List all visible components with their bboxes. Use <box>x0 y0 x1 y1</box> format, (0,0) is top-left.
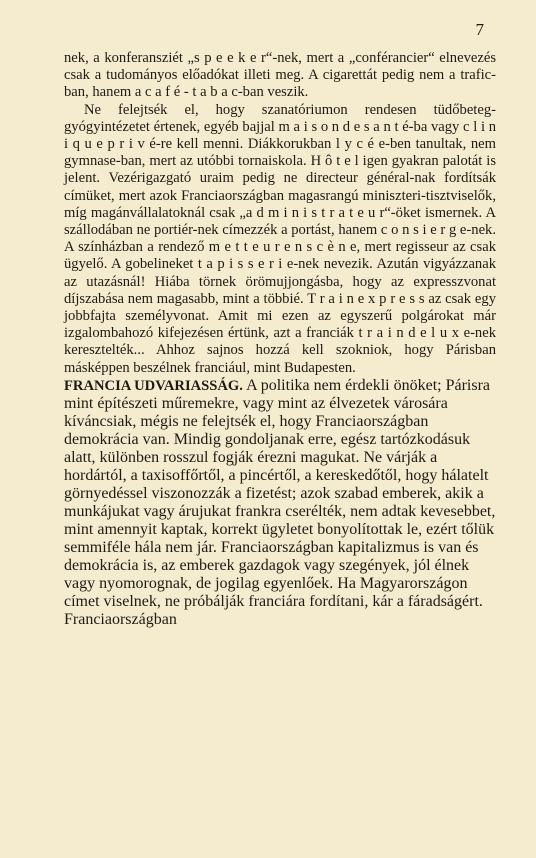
paragraph-2: Ne felejtsék el, hogy szanatóriumon rendesen tüdőbeteg-gyógyintézetet értenek, egyéb bajjal m a i s o n d e s a n t é-ba vagy c l i n i q u e p r i v é-re kell menni. Diákkorukban l y c é e-ben tanultak, nem gymnase-ban, mert az utóbbi tornaiskola. H ô t e l igen gyakran palotát is jelent. Vezérigazgató uraim pedig ne directeur général-nak fordítsák címüket, mert azok Franciaországban magasrangú miniszteri-tisztviselők, míg magánvállalatoknál csak „a d m i n i s t r a t e u r“-öket ismernek. A szállodában ne portiér-nek címezzék a portást, hanem c o n s i e r g e-nek. A színházban a rendező m e t t e u r e n s c è n e, mert regisseur az csak ügyelő. A gobelineket t a p i s s e r i e-nek nevezik. Azután vigyázzanak az utazásnál! Hiába törnek örömujjongásba, hogy az expresszvonat díjszabása nem magasabb, mint a többié. T r a i n e x p r e s s az csak egy jobbfajta személyvonat. Amit mi ezen az egyszerű polgárokat már izgalombahozó kifejezésen értünk, azt a franciák t r a i n d e l u x e-nek keresztelték... Ahhoz sajnos hozzá kell szokniok, hogy Párisban másképpen beszélnek franciául, mint Budapesten. <box>64 101 496 376</box>
page-number: 7 <box>475 20 484 39</box>
section-text: A politika nem érdekli önöket; Párisra mint építészeti műremekre, vagy mint az élvezetek városára kíváncsiak, mégis ne felejtsék el, hogy Franciaországban demokrácia van. Mindig gondoljanak erre, egész tartózkodásuk alatt, különben rosszul fogják érezni magukat. Ne várják a hordártól, a taxisoffőrtől, a pincértől, a kereskedőtől, hogy hálatelt görnyedéssel viszonozzák a fizetést; azok szabad emberek, akik a munkájukat vagy árujukat frankra cserélték, nem adtak kevesebbet, mint amennyit kaptak, korrekt ügyletet bonyolítottak le, ezért tőlük semmiféle hála nem jár. Franciaországban kapitalizmus is van és demokrácia is, az emberek gazdagok vagy szegények, jól élnek vagy nyomorognak, de jogilag egyenlőek. Ha Magyarországon címet viselnek, ne próbálják franciára fordítani, kár a fáradságért. Franciaországban <box>64 376 496 629</box>
section-heading: FRANCIA UDVARIASSÁG. <box>64 377 243 394</box>
body-text <box>64 50 496 629</box>
paragraph-1: nek, a konferansziét „s p e e k e r“-nek, mert a „conférancier“ elnevezés csak a tudományos előadókat illeti meg. A cigarettát pedig nem a trafic-ban, hanem a c a f é - t a b a c-ban veszik. <box>64 50 496 101</box>
